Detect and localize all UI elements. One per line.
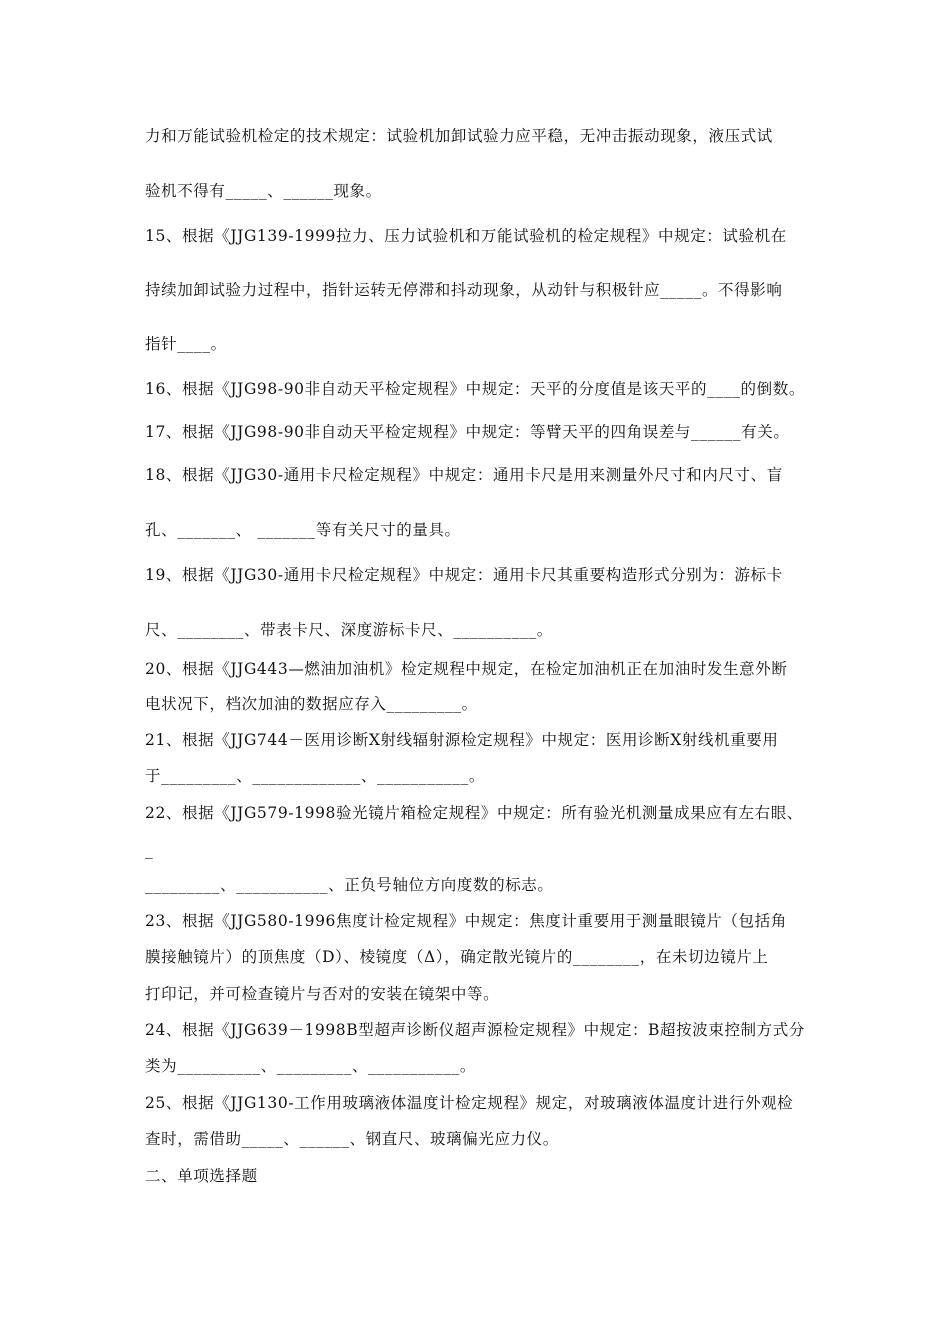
text-line: 指针____。 bbox=[145, 335, 227, 353]
text-line: 尺、________、带表卡尺、深度游标卡尺、__________。 bbox=[145, 621, 553, 639]
question-17: 17、根据《JJG98-90非自动天平检定规程》中规定：等臂天平的四角误差与______有关。 bbox=[145, 423, 790, 441]
question-20: 20、根据《JJG443—燃油加油机》检定规程中规定，在检定加油机正在加油时发生意外断 bbox=[145, 660, 788, 678]
question-21: 21、根据《JJG744－医用诊断X射线辐射源检定规程》中规定：医用诊断X射线机重要用 bbox=[145, 731, 779, 749]
text-line: 查时，需借助_____、______、钢直尺、玻璃偏光应力仪。 bbox=[145, 1130, 559, 1148]
text-line: _________、___________、正负号轴位方向度数的标志。 bbox=[145, 876, 554, 894]
text-line: 膜接触镜片）的顶焦度（D）、棱镜度（Δ），确定散光镜片的________，在未切边镜片上 bbox=[145, 948, 769, 966]
question-19: 19、根据《JJG30-通用卡尺检定规程》中规定：通用卡尺其重要构造形式分别为：游标卡 bbox=[145, 566, 783, 584]
question-25: 25、根据《JJG130-工作用玻璃液体温度计检定规程》规定，对玻璃液体温度计进行外观检 bbox=[145, 1094, 794, 1112]
text-line: 持续加卸试验力过程中，指针运转无停滞和抖动现象，从动针与积极针应_____。不得影响 bbox=[145, 281, 783, 299]
text-line: 力和万能试验机检定的技术规定：试验机加卸试验力应平稳，无冲击振动现象，液压式试 bbox=[145, 127, 773, 145]
text-line: 类为__________、_________、___________。 bbox=[145, 1057, 477, 1075]
question-24: 24、根据《JJG639－1998B型超声诊断仪超声源检定规程》中规定：B超按波束控制方式分 bbox=[145, 1021, 805, 1039]
question-18: 18、根据《JJG30-通用卡尺检定规程》中规定：通用卡尺是用来测量外尺寸和内尺寸、盲 bbox=[145, 466, 783, 484]
text-line: 电状况下，档次加油的数据应存入_________。 bbox=[145, 695, 478, 713]
section-heading: 二、单项选择题 bbox=[145, 1167, 258, 1185]
question-15: 15、根据《JJG139-1999拉力、压力试验机和万能试验机的检定规程》中规定：试验机在 bbox=[145, 227, 787, 245]
question-23: 23、根据《JJG580-1996焦度计检定规程》中规定：焦度计重要用于测量眼镜片（包括角 bbox=[145, 912, 787, 930]
text-line: 打印记，并可检查镜片与否对的安装在镜架中等。 bbox=[145, 985, 500, 1003]
text-line: 验机不得有_____、______现象。 bbox=[145, 182, 382, 200]
question-22: 22、根据《JJG579-1998验光镜片箱检定规程》中规定：所有验光机测量成果应有左右眼、 bbox=[145, 804, 803, 822]
text-line: _ bbox=[145, 841, 154, 859]
text-line: 于_________、_____________、___________。 bbox=[145, 767, 485, 785]
text-line: 孔、_______、 _______等有关尺寸的量具。 bbox=[145, 521, 461, 539]
question-16: 16、根据《JJG98-90非自动天平检定规程》中规定：天平的分度值是该天平的____的倒数。 bbox=[145, 380, 805, 398]
